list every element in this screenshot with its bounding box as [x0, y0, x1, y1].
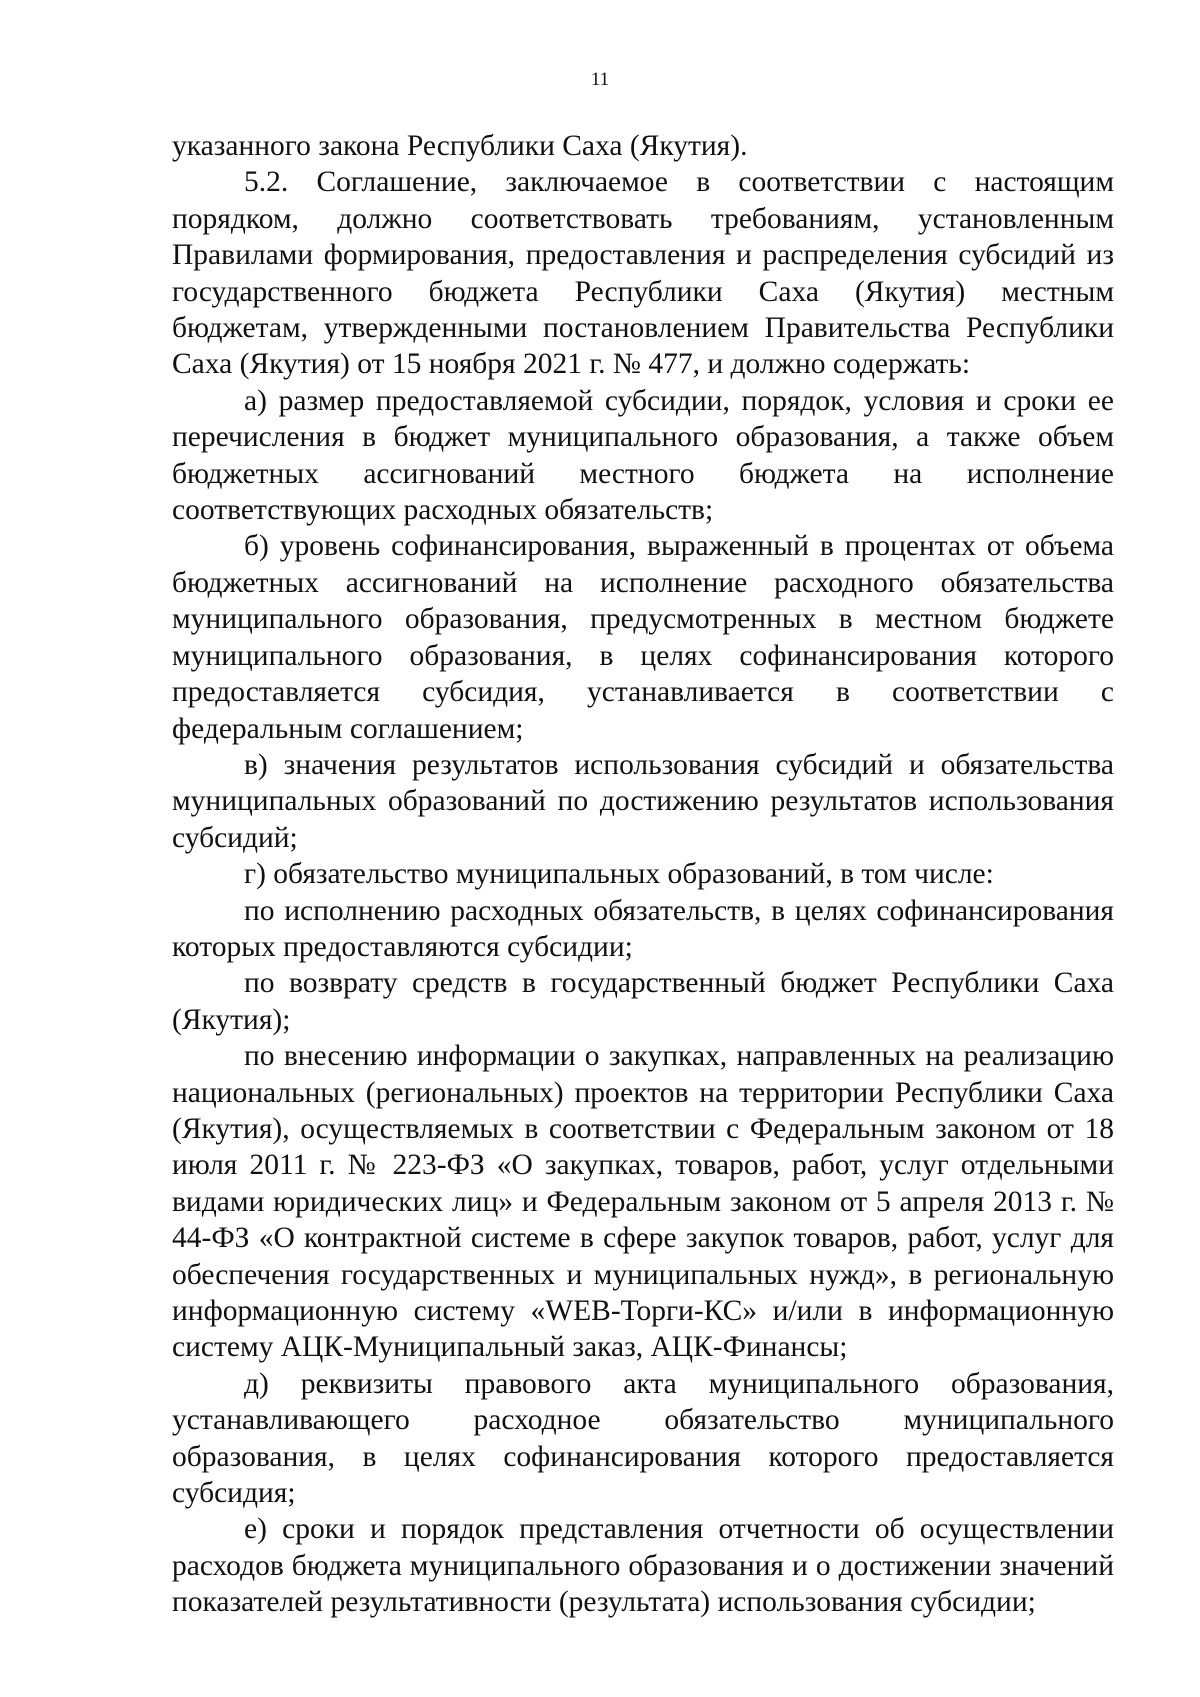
paragraph-item-g: г) обязательство муниципальных образований, в том числе: [244, 858, 994, 891]
paragraph-item-g-refund: по возврату средств в государственный бюджет Республики Саха (Якутия); [172, 967, 1114, 1036]
page-number: 11 [590, 69, 610, 90]
paragraph-item-g-procurement: по внесению информации о закупках, направленных на реализацию национальных (региональных) проектов на территории Республики Саха (Якутия), осуществляемых в соответствии с Федеральным законом от 18 июля 2011 г. № 223-ФЗ «О закупках, товаров, работ, услуг отдельными видами юридических лиц» и Федеральным законом от 5 апреля 2013 г. № 44-ФЗ «О контрактной системе в сфере закупок товаров, работ, услуг для обеспечения государственных и муниципальных нужд», в региональную информационную систему «WEB-Торги-КС» и/или в информационную систему АЦК-Муниципальный заказ, АЦК-Финансы; [172, 1040, 1114, 1364]
paragraph-item-g-expenditure: по исполнению расходных обязательств, в целях софинансирования которых предоставляются субсидии; [172, 894, 1114, 963]
paragraph-item-v: в) значения результатов использования субсидий и обязательства муниципальных образований по достижению результатов использования субсидий; [172, 748, 1114, 854]
paragraph-continuation: указанного закона Республики Саха (Якутия). [172, 130, 748, 162]
paragraph-5-2: 5.2. Соглашение, заключаемое в соответствии с настоящим порядком, должно соответствовать требованиям, установленным Правилами формирования, предоставления и распределения субсидий из государственного бюджета Республики Саха (Якутия) местным бюджетам, утвержденными постановлением Правительства Республики Саха (Якутия) от 15 ноября 2021 г. № 477, и должно содержать: [172, 166, 1114, 381]
paragraph-item-b: б) уровень софинансирования, выраженный в процентах от объема бюджетных ассигнований на исполнение расходного обязательства муниципального образования, предусмотренных в местном бюджете муниципального образования, в целях софинансирования которого предоставляется субсидия, устанавливается в соответствии с федеральным соглашением; [172, 530, 1114, 745]
paragraph-item-d: д) реквизиты правового акта муниципального образования, устанавливающего расходное обязательство муниципального образования, в целях софинансирования которого предоставляется субсидия; [172, 1367, 1114, 1510]
paragraph-item-a: а) размер предоставляемой субсидии, порядок, условия и сроки ее перечисления в бюджет муниципального образования, а также объем бюджетных ассигнований местного бюджета на исполнение соответствующих расходных обязательств; [172, 384, 1114, 527]
document-body [172, 128, 1114, 1621]
paragraph-item-e: е) сроки и порядок представления отчетности об осуществлении расходов бюджета муниципального образования и о достижении значений показателей результативности (результата) использования субсидии; [172, 1513, 1114, 1619]
